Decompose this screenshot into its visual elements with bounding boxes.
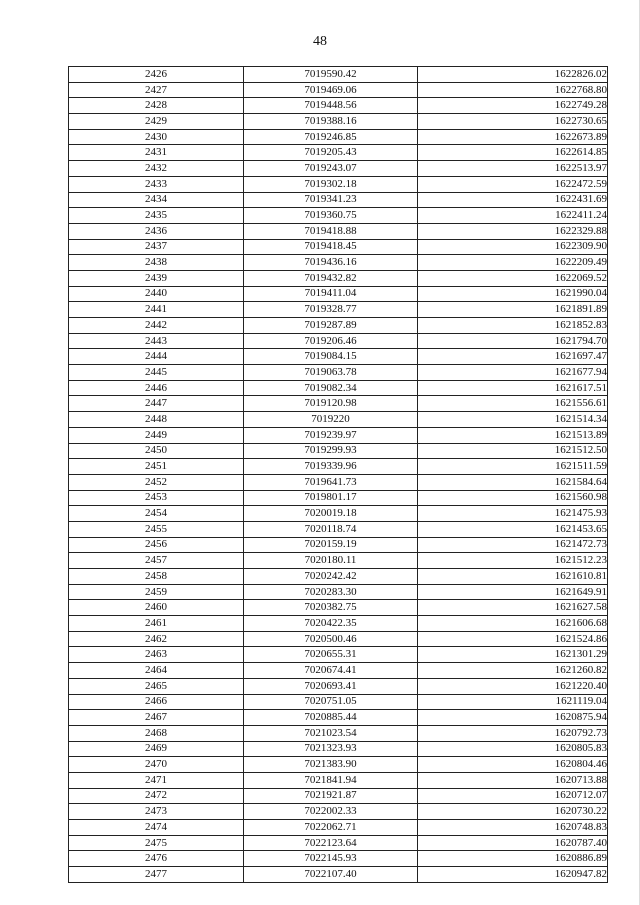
y-coordinate-cell: 1621472.73 — [418, 537, 608, 553]
y-coordinate-cell: 1621584.64 — [418, 474, 608, 490]
x-coordinate-cell: 7020422.35 — [244, 616, 418, 632]
x-coordinate-cell: 7021383.90 — [244, 757, 418, 773]
point-number-cell: 2467 — [69, 710, 244, 726]
x-coordinate-cell: 7020180.11 — [244, 553, 418, 569]
point-number-cell: 2435 — [69, 208, 244, 224]
y-coordinate-cell: 1622826.02 — [418, 67, 608, 83]
x-coordinate-cell: 7019339.96 — [244, 459, 418, 475]
y-coordinate-cell: 1620730.22 — [418, 804, 608, 820]
table-row — [69, 176, 608, 192]
y-coordinate-cell: 1621697.47 — [418, 349, 608, 365]
table-row — [69, 114, 608, 130]
y-coordinate-cell: 1622614.85 — [418, 145, 608, 161]
table-row — [69, 867, 608, 883]
point-number-cell: 2463 — [69, 647, 244, 663]
y-coordinate-cell: 1621512.23 — [418, 553, 608, 569]
x-coordinate-cell: 7020019.18 — [244, 506, 418, 522]
y-coordinate-cell: 1622209.49 — [418, 255, 608, 271]
y-coordinate-cell: 1622472.59 — [418, 176, 608, 192]
table-row — [69, 255, 608, 271]
x-coordinate-cell: 7019469.06 — [244, 82, 418, 98]
table-row — [69, 725, 608, 741]
point-number-cell: 2445 — [69, 365, 244, 381]
y-coordinate-cell: 1621891.89 — [418, 302, 608, 318]
point-number-cell: 2464 — [69, 663, 244, 679]
table-row — [69, 192, 608, 208]
x-coordinate-cell: 7021841.94 — [244, 772, 418, 788]
x-coordinate-cell: 7021023.54 — [244, 725, 418, 741]
table-row — [69, 506, 608, 522]
point-number-cell: 2431 — [69, 145, 244, 161]
point-number-cell: 2476 — [69, 851, 244, 867]
y-coordinate-cell: 1621512.50 — [418, 443, 608, 459]
point-number-cell: 2428 — [69, 98, 244, 114]
x-coordinate-cell: 7019205.43 — [244, 145, 418, 161]
y-coordinate-cell: 1621514.34 — [418, 412, 608, 428]
y-coordinate-cell: 1622768.80 — [418, 82, 608, 98]
x-coordinate-cell: 7020242.42 — [244, 569, 418, 585]
point-number-cell: 2460 — [69, 600, 244, 616]
y-coordinate-cell: 1621606.68 — [418, 616, 608, 632]
point-number-cell: 2446 — [69, 380, 244, 396]
y-coordinate-cell: 1621677.94 — [418, 365, 608, 381]
x-coordinate-cell: 7020693.41 — [244, 678, 418, 694]
x-coordinate-cell: 7019084.15 — [244, 349, 418, 365]
point-number-cell: 2430 — [69, 129, 244, 145]
table-row — [69, 663, 608, 679]
table-row — [69, 443, 608, 459]
table-row — [69, 302, 608, 318]
y-coordinate-cell: 1621794.70 — [418, 333, 608, 349]
table-row — [69, 537, 608, 553]
point-number-cell: 2455 — [69, 521, 244, 537]
table-row — [69, 772, 608, 788]
x-coordinate-cell: 7022062.71 — [244, 820, 418, 836]
page-number: 48 — [313, 34, 327, 49]
table-row — [69, 694, 608, 710]
x-coordinate-cell: 7019287.89 — [244, 318, 418, 334]
table-row — [69, 616, 608, 632]
point-number-cell: 2447 — [69, 396, 244, 412]
x-coordinate-cell: 7019436.16 — [244, 255, 418, 271]
y-coordinate-cell: 1621119.04 — [418, 694, 608, 710]
table-row — [69, 835, 608, 851]
point-number-cell: 2470 — [69, 757, 244, 773]
y-coordinate-cell: 1621649.91 — [418, 584, 608, 600]
point-number-cell: 2459 — [69, 584, 244, 600]
table-row — [69, 741, 608, 757]
point-number-cell: 2433 — [69, 176, 244, 192]
table-row — [69, 223, 608, 239]
x-coordinate-cell: 7019448.56 — [244, 98, 418, 114]
x-coordinate-cell: 7019206.46 — [244, 333, 418, 349]
point-number-cell: 2475 — [69, 835, 244, 851]
table-row — [69, 129, 608, 145]
y-coordinate-cell: 1622309.90 — [418, 239, 608, 255]
x-coordinate-cell: 7021921.87 — [244, 788, 418, 804]
point-number-cell: 2449 — [69, 427, 244, 443]
x-coordinate-cell: 7019120.98 — [244, 396, 418, 412]
point-number-cell: 2457 — [69, 553, 244, 569]
x-coordinate-cell: 7019418.88 — [244, 223, 418, 239]
y-coordinate-cell: 1622749.28 — [418, 98, 608, 114]
y-coordinate-cell: 1620886.89 — [418, 851, 608, 867]
x-coordinate-cell: 7019432.82 — [244, 270, 418, 286]
x-coordinate-cell: 7022145.93 — [244, 851, 418, 867]
y-coordinate-cell: 1620713.88 — [418, 772, 608, 788]
x-coordinate-cell: 7019239.97 — [244, 427, 418, 443]
point-number-cell: 2472 — [69, 788, 244, 804]
table-row — [69, 678, 608, 694]
point-number-cell: 2461 — [69, 616, 244, 632]
x-coordinate-cell: 7020118.74 — [244, 521, 418, 537]
table-row — [69, 270, 608, 286]
y-coordinate-cell: 1621617.51 — [418, 380, 608, 396]
y-coordinate-cell: 1622513.97 — [418, 161, 608, 177]
y-coordinate-cell: 1621220.40 — [418, 678, 608, 694]
x-coordinate-cell: 7020382.75 — [244, 600, 418, 616]
point-number-cell: 2429 — [69, 114, 244, 130]
table-row — [69, 459, 608, 475]
table-row — [69, 788, 608, 804]
table-row — [69, 710, 608, 726]
point-number-cell: 2434 — [69, 192, 244, 208]
x-coordinate-cell: 7020674.41 — [244, 663, 418, 679]
x-coordinate-cell: 7019299.93 — [244, 443, 418, 459]
point-number-cell: 2427 — [69, 82, 244, 98]
table-row — [69, 333, 608, 349]
x-coordinate-cell: 7019641.73 — [244, 474, 418, 490]
y-coordinate-cell: 1620804.46 — [418, 757, 608, 773]
table-row — [69, 145, 608, 161]
point-number-cell: 2468 — [69, 725, 244, 741]
table-row — [69, 349, 608, 365]
table-row — [69, 208, 608, 224]
point-number-cell: 2441 — [69, 302, 244, 318]
table-row — [69, 427, 608, 443]
y-coordinate-cell: 1621524.86 — [418, 631, 608, 647]
x-coordinate-cell: 7019328.77 — [244, 302, 418, 318]
y-coordinate-cell: 1621852.83 — [418, 318, 608, 334]
point-number-cell: 2462 — [69, 631, 244, 647]
y-coordinate-cell: 1622411.24 — [418, 208, 608, 224]
table-row — [69, 851, 608, 867]
point-number-cell: 2432 — [69, 161, 244, 177]
x-coordinate-cell: 7022123.64 — [244, 835, 418, 851]
table-row — [69, 239, 608, 255]
table-row — [69, 600, 608, 616]
y-coordinate-cell: 1622069.52 — [418, 270, 608, 286]
point-number-cell: 2443 — [69, 333, 244, 349]
y-coordinate-cell: 1622730.65 — [418, 114, 608, 130]
table-row — [69, 98, 608, 114]
table-row — [69, 569, 608, 585]
y-coordinate-cell: 1620947.82 — [418, 867, 608, 883]
y-coordinate-cell: 1622673.89 — [418, 129, 608, 145]
point-number-cell: 2465 — [69, 678, 244, 694]
y-coordinate-cell: 1621475.93 — [418, 506, 608, 522]
point-number-cell: 2440 — [69, 286, 244, 302]
y-coordinate-cell: 1620748.83 — [418, 820, 608, 836]
y-coordinate-cell: 1620712.07 — [418, 788, 608, 804]
x-coordinate-cell: 7019243.07 — [244, 161, 418, 177]
point-number-cell: 2469 — [69, 741, 244, 757]
point-number-cell: 2450 — [69, 443, 244, 459]
x-coordinate-cell: 7020159.19 — [244, 537, 418, 553]
point-number-cell: 2471 — [69, 772, 244, 788]
table-row — [69, 286, 608, 302]
x-coordinate-cell: 7019418.45 — [244, 239, 418, 255]
point-number-cell: 2466 — [69, 694, 244, 710]
point-number-cell: 2426 — [69, 67, 244, 83]
y-coordinate-cell: 1620875.94 — [418, 710, 608, 726]
table-row — [69, 553, 608, 569]
x-coordinate-cell: 7020655.31 — [244, 647, 418, 663]
x-coordinate-cell: 7021323.93 — [244, 741, 418, 757]
point-number-cell: 2477 — [69, 867, 244, 883]
point-number-cell: 2451 — [69, 459, 244, 475]
x-coordinate-cell: 7019801.17 — [244, 490, 418, 506]
point-number-cell: 2453 — [69, 490, 244, 506]
x-coordinate-cell: 7020283.30 — [244, 584, 418, 600]
y-coordinate-cell: 1621301.29 — [418, 647, 608, 663]
coordinates-table-body — [69, 67, 608, 883]
point-number-cell: 2444 — [69, 349, 244, 365]
x-coordinate-cell: 7020500.46 — [244, 631, 418, 647]
table-row — [69, 521, 608, 537]
y-coordinate-cell: 1621990.04 — [418, 286, 608, 302]
coordinates-table — [68, 66, 608, 883]
x-coordinate-cell: 7019341.23 — [244, 192, 418, 208]
table-row — [69, 474, 608, 490]
y-coordinate-cell: 1620805.83 — [418, 741, 608, 757]
y-coordinate-cell: 1621260.82 — [418, 663, 608, 679]
table-row — [69, 82, 608, 98]
point-number-cell: 2438 — [69, 255, 244, 271]
table-row — [69, 396, 608, 412]
point-number-cell: 2458 — [69, 569, 244, 585]
y-coordinate-cell: 1621511.59 — [418, 459, 608, 475]
point-number-cell: 2442 — [69, 318, 244, 334]
table-row — [69, 647, 608, 663]
point-number-cell: 2474 — [69, 820, 244, 836]
x-coordinate-cell: 7020751.05 — [244, 694, 418, 710]
y-coordinate-cell: 1621560.98 — [418, 490, 608, 506]
x-coordinate-cell: 7022107.40 — [244, 867, 418, 883]
y-coordinate-cell: 1622329.88 — [418, 223, 608, 239]
table-row — [69, 67, 608, 83]
point-number-cell: 2437 — [69, 239, 244, 255]
y-coordinate-cell: 1621453.65 — [418, 521, 608, 537]
table-row — [69, 804, 608, 820]
x-coordinate-cell: 7019360.75 — [244, 208, 418, 224]
table-row — [69, 318, 608, 334]
point-number-cell: 2439 — [69, 270, 244, 286]
table-row — [69, 380, 608, 396]
x-coordinate-cell: 7019063.78 — [244, 365, 418, 381]
point-number-cell: 2456 — [69, 537, 244, 553]
table-row — [69, 820, 608, 836]
point-number-cell: 2436 — [69, 223, 244, 239]
point-number-cell: 2448 — [69, 412, 244, 428]
y-coordinate-cell: 1622431.69 — [418, 192, 608, 208]
x-coordinate-cell: 7019590.42 — [244, 67, 418, 83]
point-number-cell: 2452 — [69, 474, 244, 490]
table-row — [69, 365, 608, 381]
x-coordinate-cell: 7019082.34 — [244, 380, 418, 396]
x-coordinate-cell: 7019220 — [244, 412, 418, 428]
y-coordinate-cell: 1621513.89 — [418, 427, 608, 443]
point-number-cell: 2473 — [69, 804, 244, 820]
x-coordinate-cell: 7019302.18 — [244, 176, 418, 192]
point-number-cell: 2454 — [69, 506, 244, 522]
x-coordinate-cell: 7019411.04 — [244, 286, 418, 302]
y-coordinate-cell: 1621627.58 — [418, 600, 608, 616]
table-row — [69, 490, 608, 506]
x-coordinate-cell: 7022002.33 — [244, 804, 418, 820]
y-coordinate-cell: 1621556.61 — [418, 396, 608, 412]
x-coordinate-cell: 7020885.44 — [244, 710, 418, 726]
table-row — [69, 161, 608, 177]
x-coordinate-cell: 7019388.16 — [244, 114, 418, 130]
table-row — [69, 631, 608, 647]
x-coordinate-cell: 7019246.85 — [244, 129, 418, 145]
y-coordinate-cell: 1620792.73 — [418, 725, 608, 741]
table-row — [69, 757, 608, 773]
y-coordinate-cell: 1620787.40 — [418, 835, 608, 851]
y-coordinate-cell: 1621610.81 — [418, 569, 608, 585]
table-row — [69, 584, 608, 600]
table-row — [69, 412, 608, 428]
